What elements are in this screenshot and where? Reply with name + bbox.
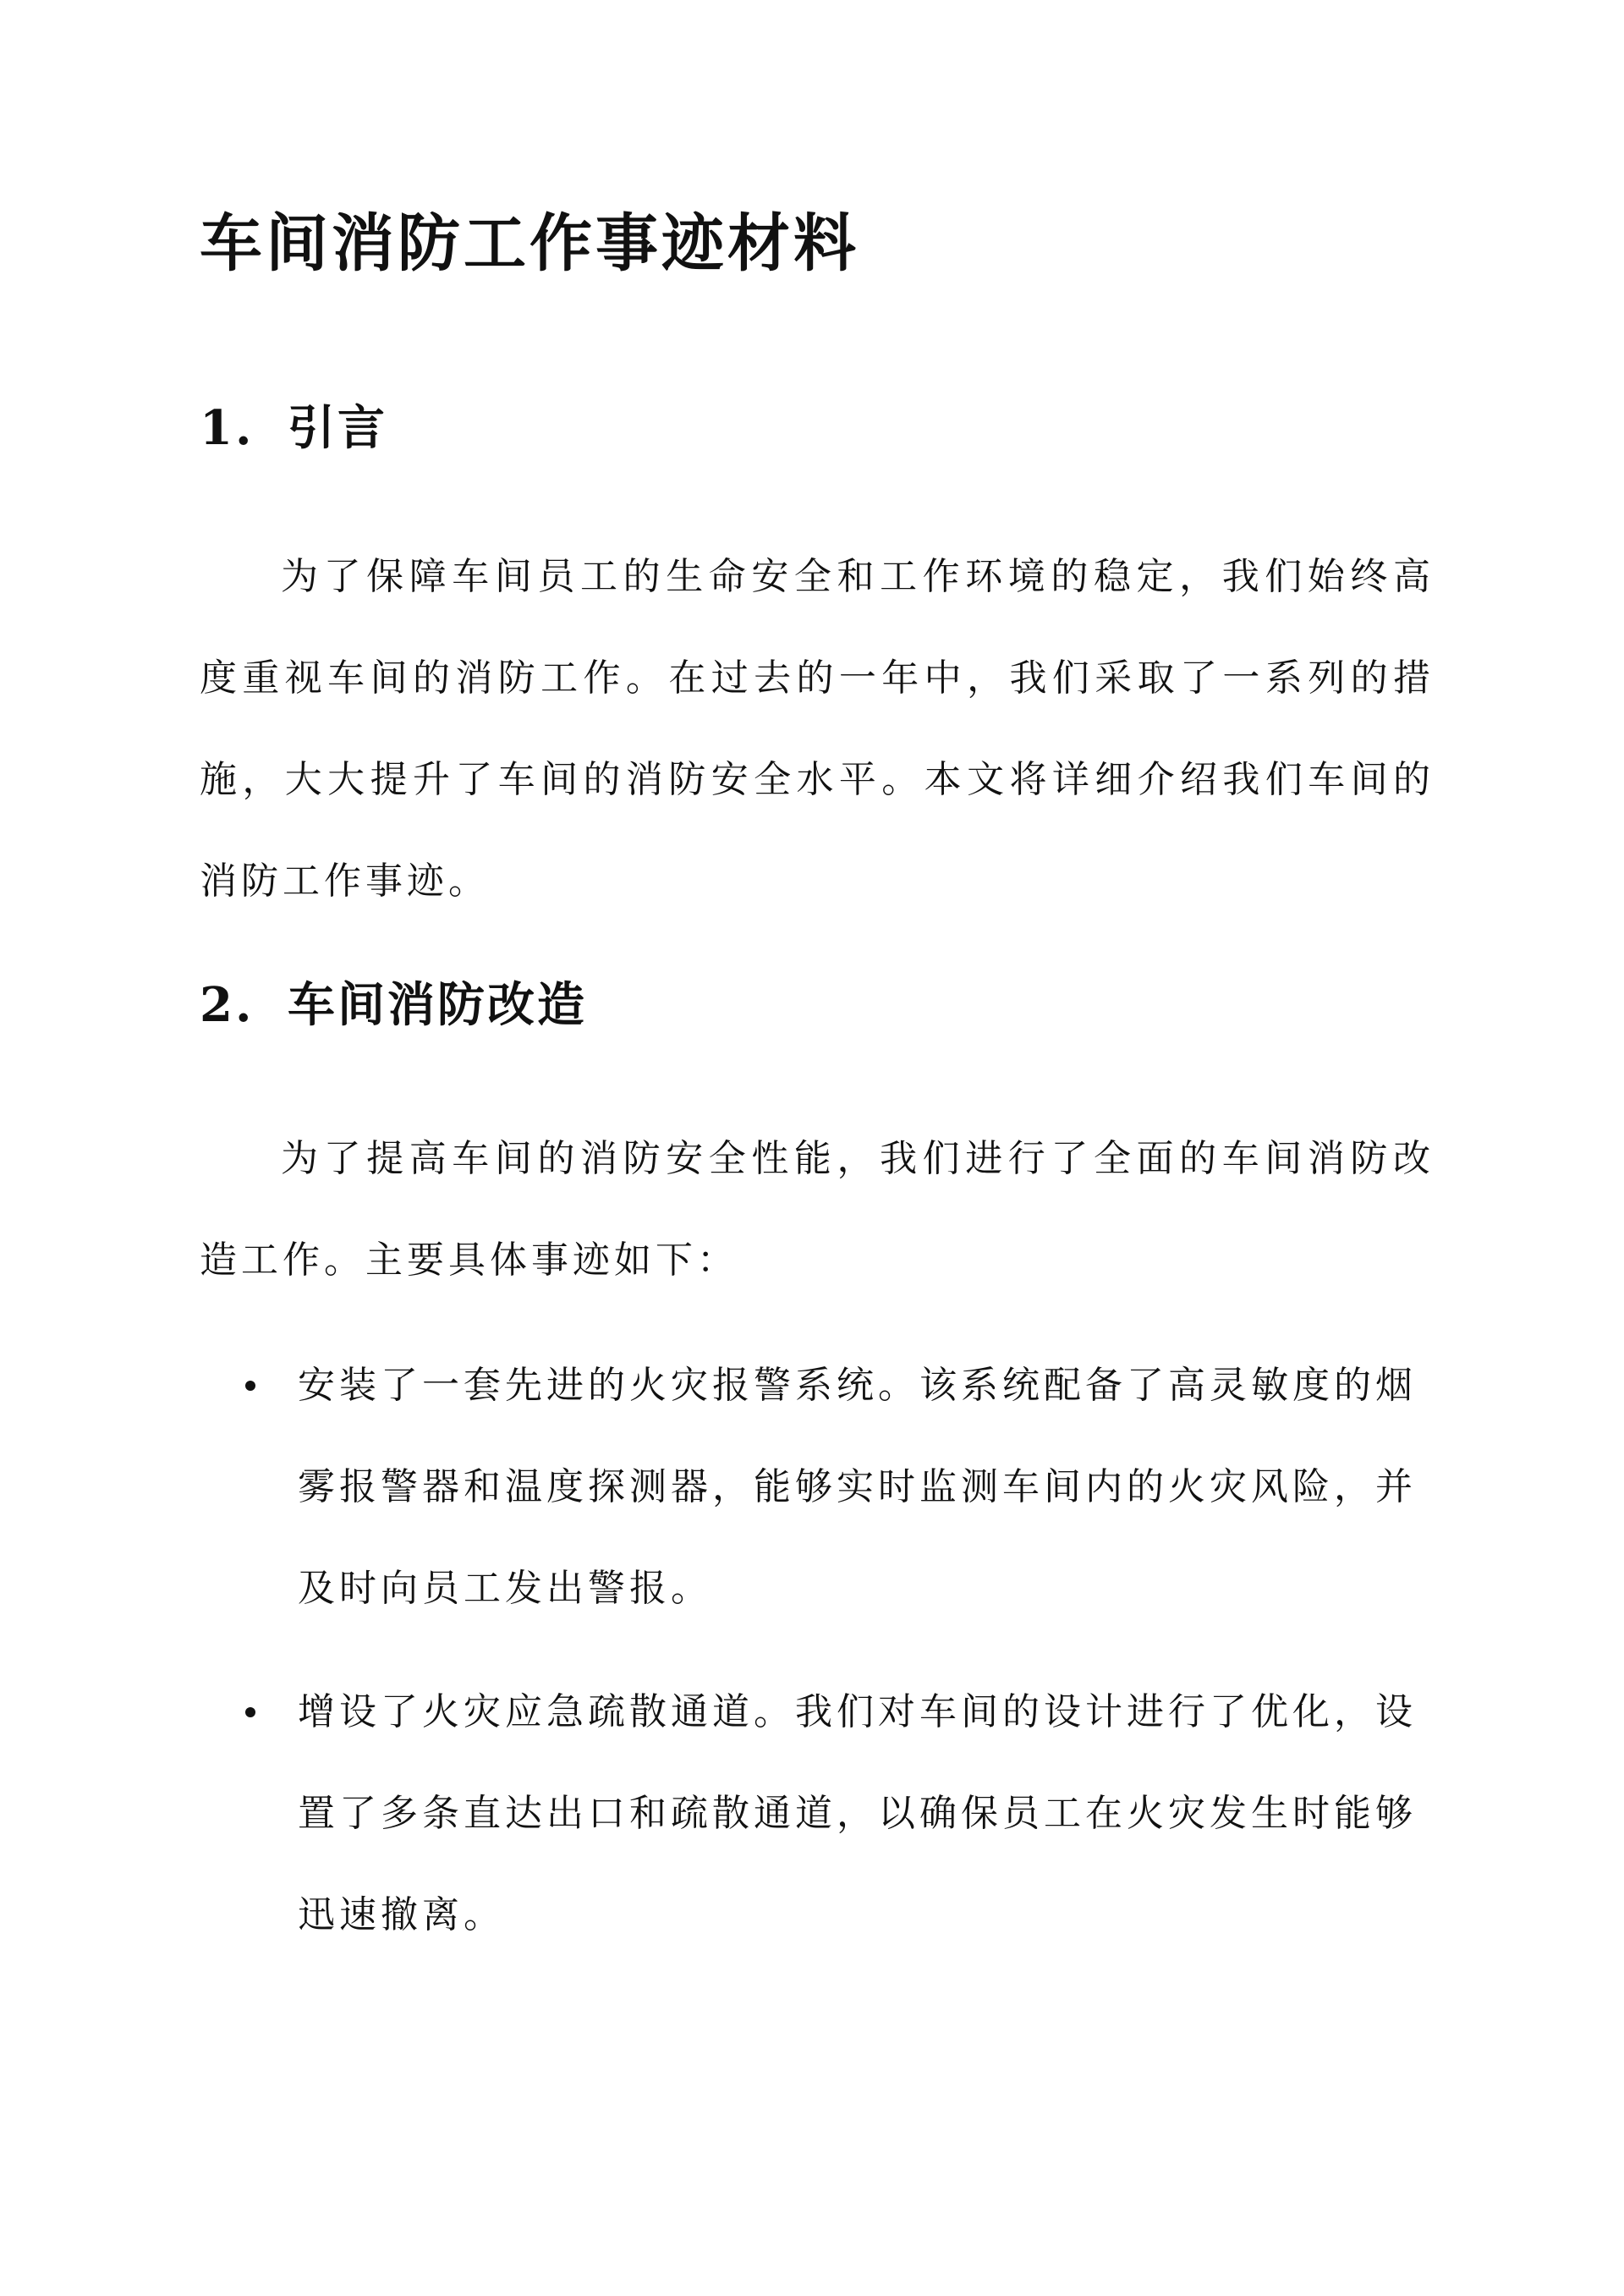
section-1-title: 引言 [288,400,387,456]
section-2-title: 车间消防改造 [288,977,587,1033]
list-item-text: 安装了一套先进的火灾报警系统。该系统配备了高灵敏度的烟雾报警器和温度探测器，能够实时监测车间内的火灾风险，并及时向员工发出警报。 [298,1364,1417,1610]
bullet-list [200,1335,1435,1640]
section-1-heading [200,394,387,462]
section-1-number: 1. [200,400,255,456]
bullet-list [200,1662,1435,1966]
bullet-icon [245,1381,255,1391]
list-item-text: 增设了火灾应急疏散通道。我们对车间的设计进行了优化，设置了多条直达出口和疏散通道，以确保员工在火灾发生时能够迅速撤离。 [298,1690,1417,1936]
document-title: 车间消防工作事迹材料 [200,207,859,280]
bullet-icon [245,1707,255,1717]
section-2-number: 2. [200,977,255,1033]
list-item [200,1662,1431,1966]
list-item [200,1335,1431,1640]
section-2-heading [200,971,587,1039]
section-2-paragraph: 为了提高车间的消防安全性能，我们进行了全面的车间消防改造工作。主要具体事迹如下： [200,1137,1435,1282]
section-1-paragraph: 为了保障车间员工的生命安全和工作环境的稳定，我们始终高度重视车间的消防工作。在过去的一年中，我们采取了一系列的措施，大大提升了车间的消防安全水平。本文将详细介绍我们车间的消防工作事迹。 [200,555,1435,903]
